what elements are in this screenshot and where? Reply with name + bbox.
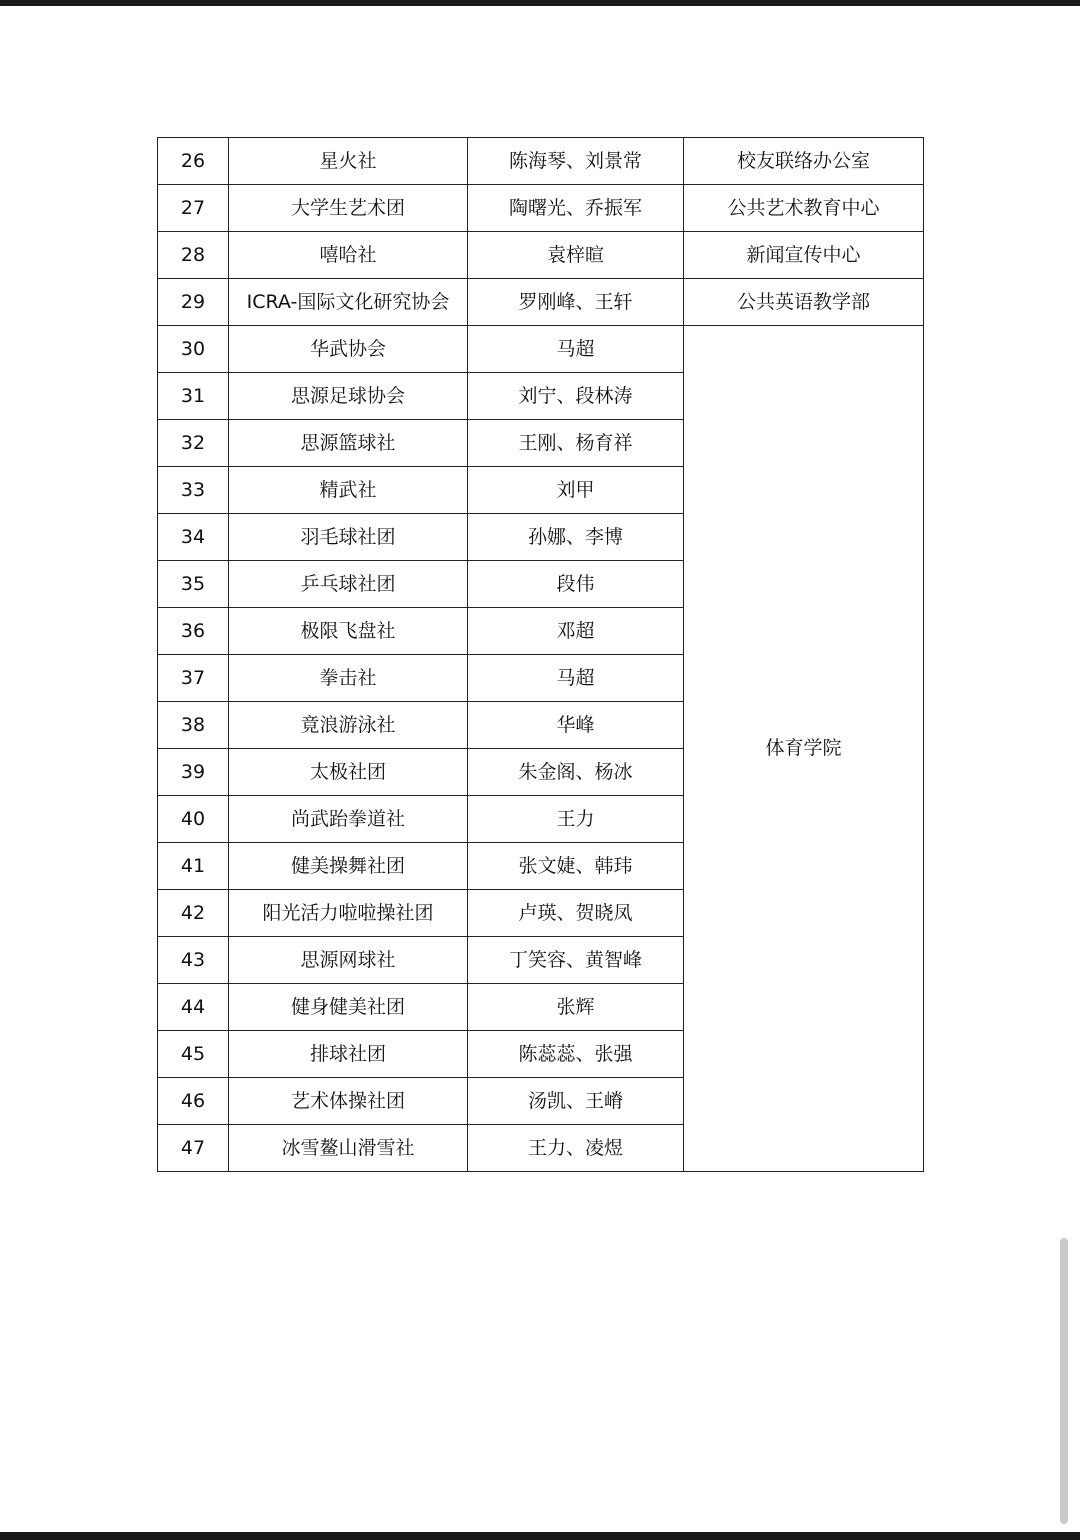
club-name: 竟浪游泳社 bbox=[229, 702, 468, 749]
club-name: 排球社团 bbox=[229, 1031, 468, 1078]
row-number: 45 bbox=[158, 1031, 229, 1078]
row-number: 28 bbox=[158, 232, 229, 279]
club-name: 思源足球协会 bbox=[229, 373, 468, 420]
table-row bbox=[158, 232, 924, 279]
advisor-names: 王力 bbox=[468, 796, 684, 843]
table-row bbox=[158, 138, 924, 185]
table-row bbox=[158, 279, 924, 326]
row-number: 30 bbox=[158, 326, 229, 373]
advisor-names: 邓超 bbox=[468, 608, 684, 655]
advisor-names: 卢瑛、贺晓凤 bbox=[468, 890, 684, 937]
club-name: 健美操舞社团 bbox=[229, 843, 468, 890]
club-name: 艺术体操社团 bbox=[229, 1078, 468, 1125]
row-number: 29 bbox=[158, 279, 229, 326]
row-number: 46 bbox=[158, 1078, 229, 1125]
club-name: 羽毛球社团 bbox=[229, 514, 468, 561]
club-name: 健身健美社团 bbox=[229, 984, 468, 1031]
merged-supervising-unit: 体育学院 bbox=[684, 326, 924, 1172]
club-name: 思源篮球社 bbox=[229, 420, 468, 467]
supervising-unit: 校友联络办公室 bbox=[684, 138, 924, 185]
row-number: 35 bbox=[158, 561, 229, 608]
supervising-unit: 新闻宣传中心 bbox=[684, 232, 924, 279]
advisor-names: 陈蕊蕊、张强 bbox=[468, 1031, 684, 1078]
advisor-names: 王力、凌煜 bbox=[468, 1125, 684, 1172]
club-name: 冰雪鳌山滑雪社 bbox=[229, 1125, 468, 1172]
advisor-names: 马超 bbox=[468, 326, 684, 373]
row-number: 32 bbox=[158, 420, 229, 467]
supervising-unit: 公共艺术教育中心 bbox=[684, 185, 924, 232]
advisor-names: 陈海琴、刘景常 bbox=[468, 138, 684, 185]
club-name: 太极社团 bbox=[229, 749, 468, 796]
row-number: 39 bbox=[158, 749, 229, 796]
advisor-names: 刘宁、段林涛 bbox=[468, 373, 684, 420]
advisor-names: 孙娜、李博 bbox=[468, 514, 684, 561]
row-number: 41 bbox=[158, 843, 229, 890]
vertical-scrollbar[interactable] bbox=[1058, 1238, 1070, 1524]
advisor-names: 马超 bbox=[468, 655, 684, 702]
advisor-names: 段伟 bbox=[468, 561, 684, 608]
advisor-names: 袁梓暄 bbox=[468, 232, 684, 279]
club-name: 精武社 bbox=[229, 467, 468, 514]
advisor-names: 华峰 bbox=[468, 702, 684, 749]
row-number: 34 bbox=[158, 514, 229, 561]
club-name: 阳光活力啦啦操社团 bbox=[229, 890, 468, 937]
row-number: 44 bbox=[158, 984, 229, 1031]
row-number: 47 bbox=[158, 1125, 229, 1172]
club-name: 极限飞盘社 bbox=[229, 608, 468, 655]
club-name: 大学生艺术团 bbox=[229, 185, 468, 232]
row-number: 31 bbox=[158, 373, 229, 420]
club-name: 华武协会 bbox=[229, 326, 468, 373]
row-number: 43 bbox=[158, 937, 229, 984]
bottom-navigation-bar bbox=[0, 1532, 1080, 1540]
advisor-names: 陶曙光、乔振军 bbox=[468, 185, 684, 232]
club-name: ICRA-国际文化研究协会 bbox=[229, 279, 468, 326]
advisor-names: 张辉 bbox=[468, 984, 684, 1031]
club-roster-table bbox=[157, 137, 924, 1172]
advisor-names: 汤凯、王嵴 bbox=[468, 1078, 684, 1125]
advisor-names: 刘甲 bbox=[468, 467, 684, 514]
scrollbar-thumb[interactable] bbox=[1060, 1238, 1068, 1524]
table-row bbox=[158, 185, 924, 232]
row-number: 26 bbox=[158, 138, 229, 185]
club-name: 乒乓球社团 bbox=[229, 561, 468, 608]
club-name: 思源网球社 bbox=[229, 937, 468, 984]
row-number: 42 bbox=[158, 890, 229, 937]
table-row bbox=[158, 326, 924, 373]
advisor-names: 张文婕、韩玮 bbox=[468, 843, 684, 890]
club-name: 拳击社 bbox=[229, 655, 468, 702]
advisor-names: 罗刚峰、王轩 bbox=[468, 279, 684, 326]
club-name: 嘻哈社 bbox=[229, 232, 468, 279]
row-number: 40 bbox=[158, 796, 229, 843]
advisor-names: 朱金阁、杨冰 bbox=[468, 749, 684, 796]
advisor-names: 丁笑容、黄智峰 bbox=[468, 937, 684, 984]
advisor-names: 王刚、杨育祥 bbox=[468, 420, 684, 467]
club-name: 尚武跆拳道社 bbox=[229, 796, 468, 843]
row-number: 27 bbox=[158, 185, 229, 232]
row-number: 38 bbox=[158, 702, 229, 749]
document-page bbox=[0, 6, 1080, 1532]
row-number: 37 bbox=[158, 655, 229, 702]
supervising-unit: 公共英语教学部 bbox=[684, 279, 924, 326]
row-number: 33 bbox=[158, 467, 229, 514]
row-number: 36 bbox=[158, 608, 229, 655]
club-name: 星火社 bbox=[229, 138, 468, 185]
